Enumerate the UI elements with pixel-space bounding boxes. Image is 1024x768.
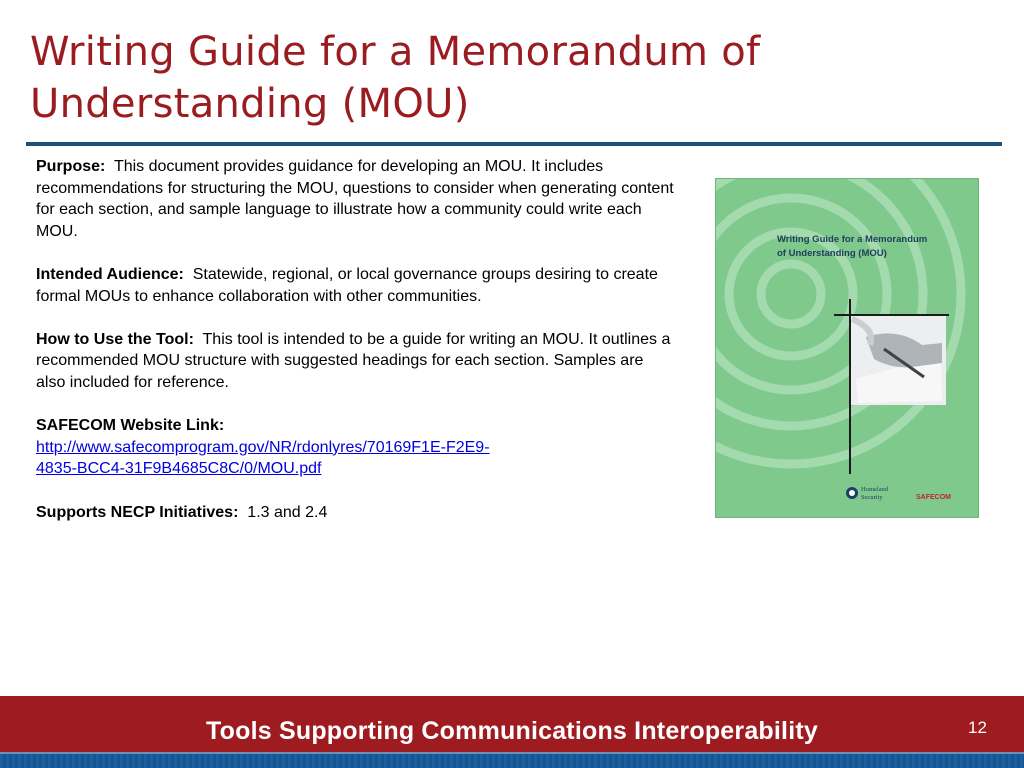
slide-title <box>30 26 980 130</box>
audience-label: Intended Audience: <box>36 265 184 283</box>
footer-stripe <box>0 752 1024 768</box>
initiatives-text: 1.3 and 2.4 <box>247 503 328 521</box>
purpose-text: This document provides guidance for developing an MOU. It includes recommendations for structuring the MOU, questions to consider when generating content for each section, and sample language to illustrate how a community could write each MOU. <box>36 158 674 240</box>
purpose-label: Purpose: <box>36 158 106 175</box>
writing-hand-photo <box>850 315 946 405</box>
website-paragraph <box>36 415 676 480</box>
homeland-logo-line-2: Security <box>861 494 883 501</box>
link-line-1[interactable]: http://www.safecomprogram.gov/NR/rdonlyres/70169F1E-F2E9- <box>36 438 490 456</box>
howto-paragraph <box>36 329 676 394</box>
link-line-2[interactable]: 4835-BCC4-31F9B4685C8C/0/MOU.pdf <box>36 460 322 478</box>
safecom-website-link[interactable] <box>36 437 490 480</box>
safecom-logo: SAFECOM <box>916 494 951 501</box>
howto-label: How to Use the Tool: <box>36 330 194 348</box>
slide-body <box>36 156 676 545</box>
audience-paragraph <box>36 264 676 307</box>
website-label: SAFECOM Website Link: <box>36 417 225 435</box>
footer-stripe-edge <box>0 752 1024 754</box>
audience-text: Statewide, regional, or local governance groups desiring to create formal MOUs to enhance collaboration with other communities. <box>36 265 658 305</box>
title-divider <box>26 142 1002 146</box>
footer-title: Tools Supporting Communications Interoperability <box>206 717 818 745</box>
document-cover-image <box>716 179 978 517</box>
howto-text: This tool is intended to be a guide for writing an MOU. It outlines a recommended MOU structure with suggested headings for each section. Samples are also included for reference. <box>36 330 671 391</box>
page-number: 12 <box>968 718 987 737</box>
homeland-security-logo <box>846 486 889 501</box>
slide-title-line-2: Understanding (MOU) <box>30 81 470 127</box>
initiatives-paragraph <box>36 502 676 524</box>
purpose-paragraph <box>36 156 676 242</box>
slide-title-line-1: Writing Guide for a Memorandum of <box>30 29 761 75</box>
cover-title-line-2: of Understanding (MOU) <box>777 248 887 259</box>
initiatives-label: Supports NECP Initiatives: <box>36 503 239 521</box>
cover-title-line-1: Writing Guide for a Memorandum <box>777 234 928 245</box>
homeland-logo-line-1: Homeland <box>861 486 889 493</box>
